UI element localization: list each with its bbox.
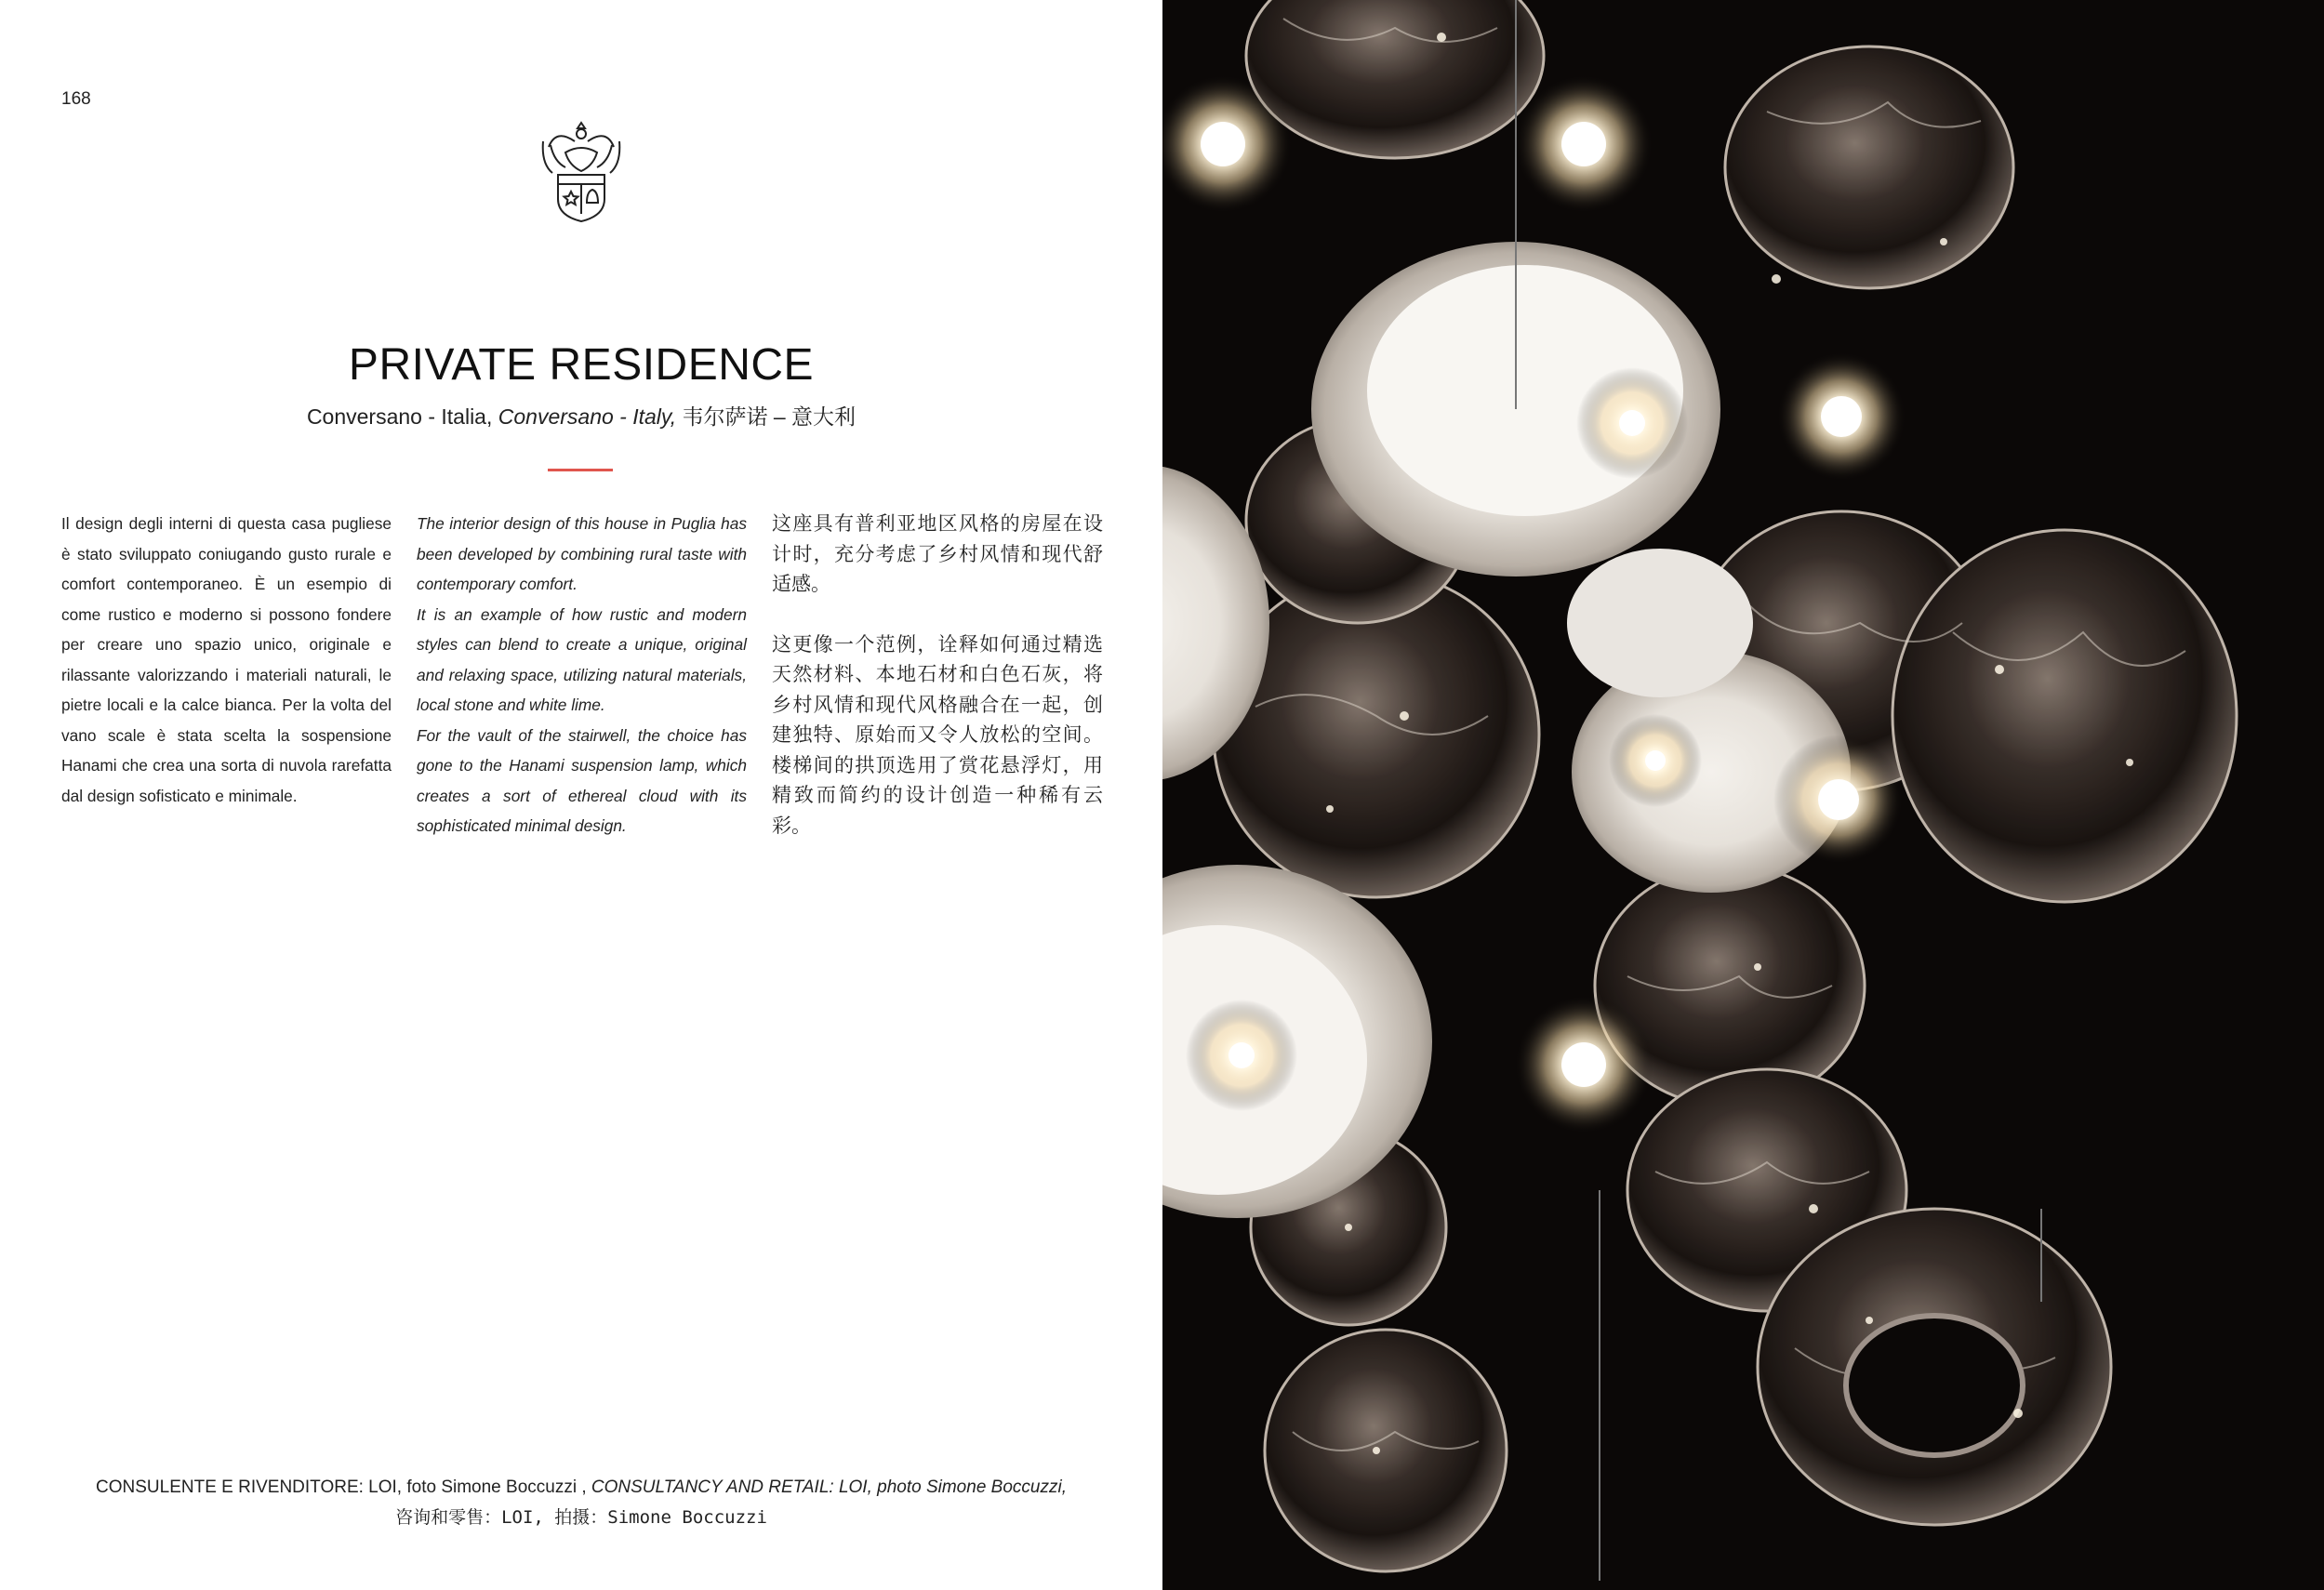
credits-italian: CONSULENTE E RIVENDITORE: LOI, foto Simone Boccuzzi ,: [96, 1477, 591, 1497]
english-paragraph: The interior design of this house in Puglia has been developed by combining rural taste with contemporary comfort.: [417, 514, 747, 593]
coat-of-arms-icon: [538, 119, 625, 225]
location-italian: Conversano - Italia,: [306, 404, 498, 429]
italian-text-column: [61, 509, 392, 811]
photo-credits: [0, 1473, 1162, 1532]
english-text-column: [417, 509, 747, 841]
english-paragraph: For the vault of the stairwell, the choice has gone to the Hanami suspension lamp, which creates a sort of ethereal cloud with its sophisticated minimal design.: [417, 725, 747, 835]
location-subtitle: [0, 400, 1162, 431]
location-chinese: 韦尔萨诺 – 意大利: [676, 404, 857, 429]
italian-paragraph: Il design degli interni di questa casa pugliese è stato sviluppato coniugando gusto rurale e comfort contemporaneo. È un esempio di come rustico e moderno si possono fondere per creare uno spazio unico, originale e rilassante valorizzando i materiali naturali, le pietre locali e la calce bianca. Per la volta del vano scale è stata scelta la sospensione Hanami che crea una sorta di nuvola rarefatta dal design sofisticato e minimale.: [61, 514, 392, 805]
location-english: Conversano - Italy,: [498, 404, 677, 429]
page-number: 168: [61, 89, 91, 109]
chinese-paragraph: 这更像一个范例，诠释如何通过精选天然材料、本地石材和白色石灰，将乡村风情和现代风格融合在一起，创建独特、原始而又令人放松的空间。楼梯间的拱顶选用了赏花悬浮灯，用精致而简约的设计创造一种稀有云彩。: [772, 632, 1103, 837]
credits-line-1: [0, 1473, 1162, 1503]
chinese-text-column: [772, 509, 1103, 870]
credits-english: CONSULTANCY AND RETAIL: LOI, photo Simone Boccuzzi,: [591, 1477, 1067, 1497]
page-title: PRIVATE RESIDENCE: [348, 340, 815, 390]
hanami-suspension-lamp-photo: [1162, 0, 2324, 1590]
chinese-paragraph: 这座具有普利亚地区风格的房屋在设计时，充分考虑了乡村风情和现代舒适感。: [772, 512, 1103, 595]
accent-divider: [548, 469, 613, 471]
hanami-lamp-photo: [1162, 0, 2324, 1590]
credits-chinese: 咨询和零售：LOI, 拍摄：Simone Boccuzzi: [395, 1507, 767, 1528]
english-paragraph: It is an example of how rustic and modern styles can blend to create a unique, original and relaxing space, utilizing natural materials, local stone and white lime.: [417, 604, 747, 714]
